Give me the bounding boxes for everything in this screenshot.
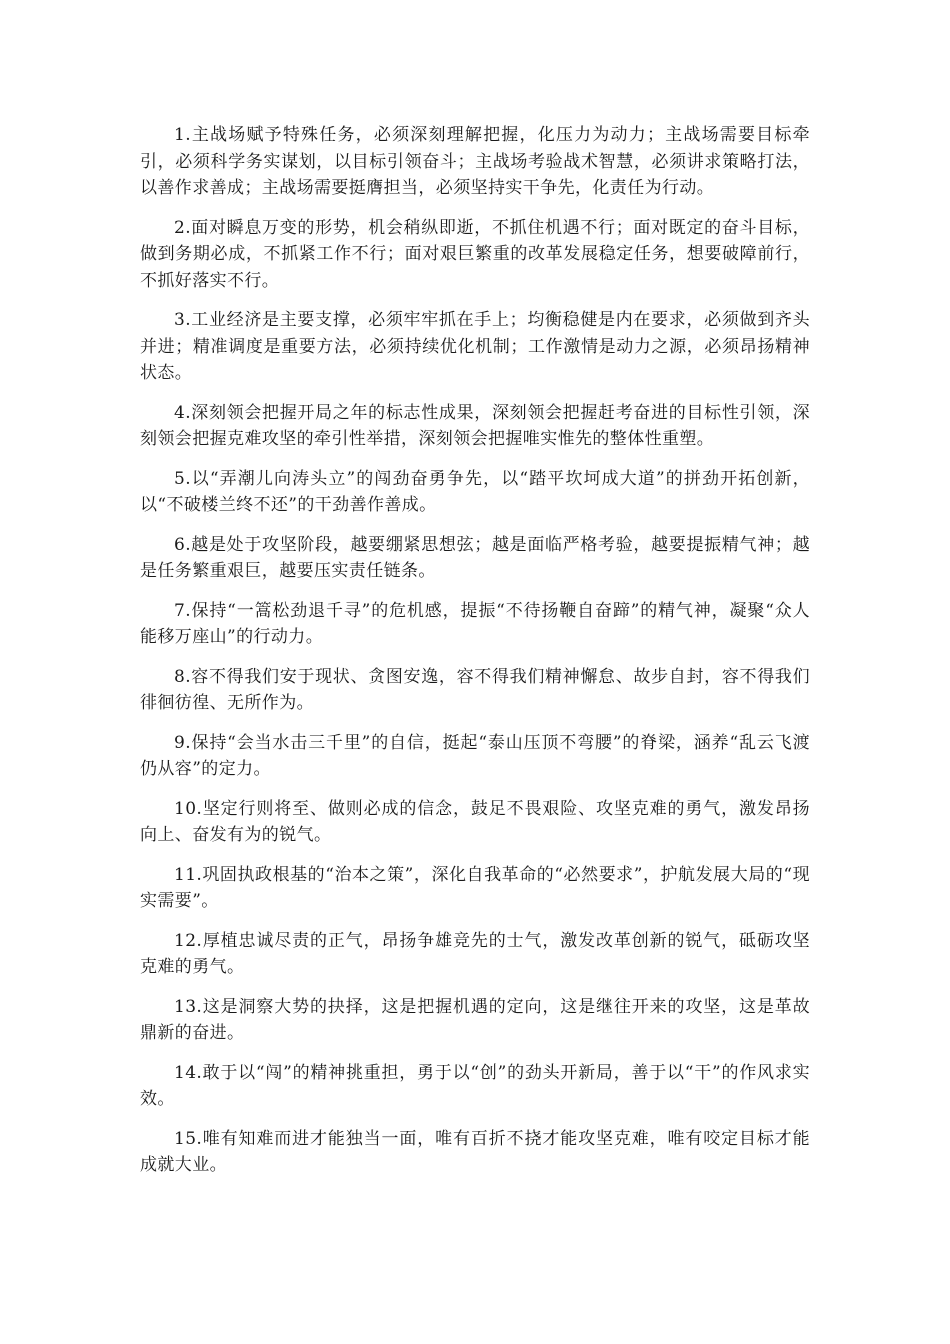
paragraph-3: 3.工业经济是主要支撑，必须牢牢抓在手上；均衡稳健是内在要求，必须做到齐头并进；精准调度是重要方法，必须持续优化机制；工作激情是动力之源，必须昂扬精神状态。	[140, 310, 810, 383]
paragraph-7: 7.保持“一篙松劲退千寻”的危机感，提振“不待扬鞭自奋蹄”的精气神，凝聚“众人能移万座山”的行动力。	[140, 600, 810, 647]
paragraph-15: 15.唯有知难而进才能独当一面，唯有百折不挠才能攻坚克难，唯有咬定目标才能成就大业。	[140, 1128, 810, 1175]
paragraph-9: 9.保持“会当水击三千里”的自信，挺起“泰山压顶不弯腰”的脊梁，涵养“乱云飞渡仍从容”的定力。	[140, 732, 810, 779]
paragraph-8: 8.容不得我们安于现状、贪图安逸，容不得我们精神懈怠、故步自封，容不得我们徘徊彷徨、无所作为。	[140, 666, 810, 713]
paragraph-10: 10.坚定行则将至、做则必成的信念，鼓足不畏艰险、攻坚克难的勇气，激发昂扬向上、奋发有为的锐气。	[140, 798, 810, 845]
paragraph-6: 6.越是处于攻坚阶段，越要绷紧思想弦；越是面临严格考验，越要提振精气神；越是任务繁重艰巨，越要压实责任链条。	[140, 534, 810, 581]
paragraph-14: 14.敢于以“闯”的精神挑重担，勇于以“创”的劲头开新局，善于以“干”的作风求实效。	[140, 1062, 810, 1109]
paragraph-1: 1.主战场赋予特殊任务，必须深刻理解把握，化压力为动力；主战场需要目标牵引，必须科学务实谋划，以目标引领奋斗；主战场考验战术智慧，必须讲求策略打法，以善作求善成；主战场需要挺膺担当，必须坚持实干争先，化责任为行动。	[140, 125, 810, 198]
paragraph-11: 11.巩固执政根基的“治本之策”，深化自我革命的“必然要求”，护航发展大局的“现实需要”。	[140, 864, 810, 911]
paragraph-2: 2.面对瞬息万变的形势，机会稍纵即逝，不抓住机遇不行；面对既定的奋斗目标，做到务期必成，不抓紧工作不行；面对艰巨繁重的改革发展稳定任务，想要破障前行，不抓好落实不行。	[140, 217, 810, 291]
paragraph-13: 13.这是洞察大势的抉择，这是把握机遇的定向，这是继往开来的攻坚，这是革故鼎新的奋进。	[140, 996, 810, 1043]
paragraph-4: 4.深刻领会把握开局之年的标志性成果，深刻领会把握赶考奋进的目标性引领，深刻领会把握克难攻坚的牵引性举措，深刻领会把握唯实惟先的整体性重塑。	[140, 402, 810, 449]
document-body	[140, 122, 810, 1192]
paragraph-5: 5.以“弄潮儿向涛头立”的闯劲奋勇争先，以“踏平坎坷成大道”的拼劲开拓创新，以“不破楼兰终不还”的干劲善作善成。	[140, 468, 810, 515]
paragraph-12: 12.厚植忠诚尽责的正气，昂扬争雄竞先的士气，激发改革创新的锐气，砥砺攻坚克难的勇气。	[140, 930, 810, 977]
